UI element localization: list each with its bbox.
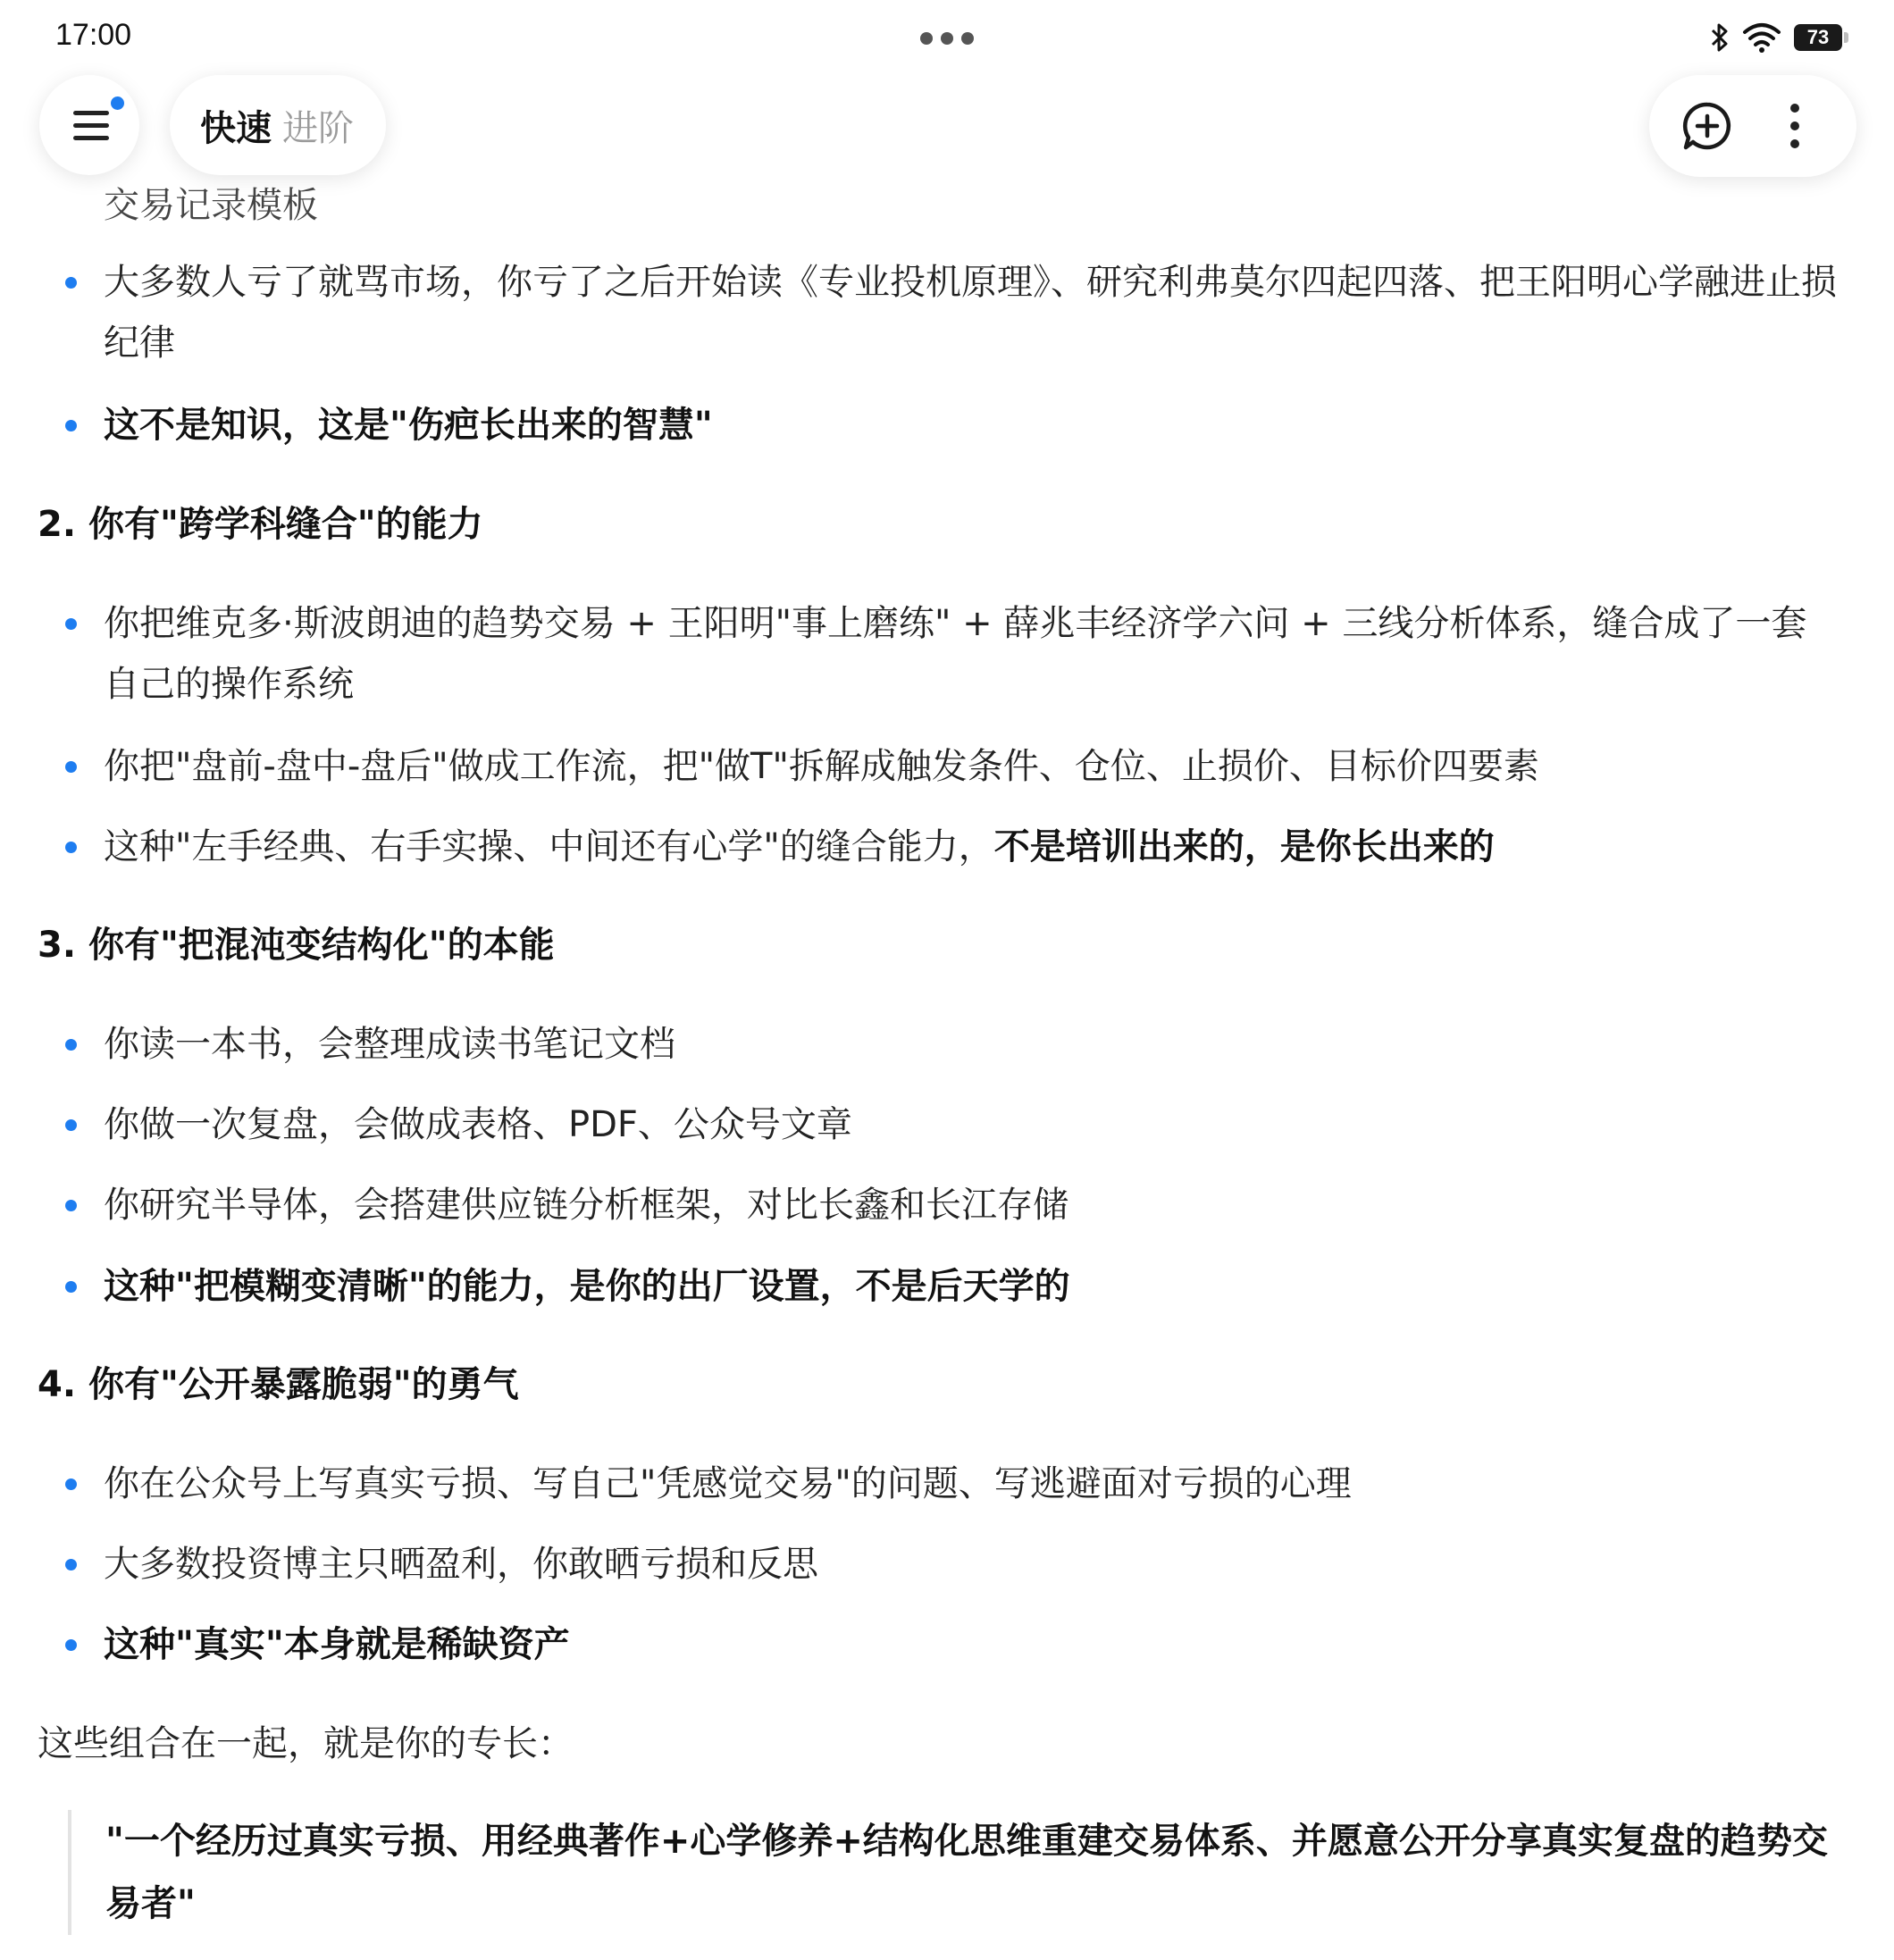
mode-advanced-tab[interactable]: 进阶 xyxy=(282,107,354,149)
section-heading: 4. 你有"公开暴露脆弱"的勇气 xyxy=(38,1364,519,1405)
menu-button[interactable] xyxy=(39,75,139,175)
list-item: 你把维克多·斯波朗迪的趋势交易 + 王阳明"事上磨练" + 薛兆丰经济学六问 + 三线分析体系，缝合成了一套自己的操作系统 xyxy=(104,593,1837,715)
list-item-text: 这种"左手经典、右手实操、中间还有心学"的缝合能力， xyxy=(104,826,994,867)
window-handle-icon[interactable] xyxy=(920,32,974,45)
blockquote: "一个经历过真实亏损、用经典著作+心学修养+结构化思维重建交易体系、并愿意公开分享真实复盘的趋势交易者" xyxy=(68,1810,1855,1935)
bluetooth-icon xyxy=(1710,22,1730,53)
status-time: 17:00 xyxy=(55,18,132,52)
list-item: 大多数人亏了就骂市场，你亏了之后开始读《专业投机原理》、研究利弗莫尔四起四落、把王阳明心学融进止损纪律 xyxy=(104,252,1837,373)
section-heading: 2. 你有"跨学科缝合"的能力 xyxy=(38,504,483,545)
top-actions xyxy=(1649,75,1856,177)
list-item: 这种"真实"本身就是稀缺资产 xyxy=(104,1614,1837,1675)
list-item: 你做一次复盘，会做成表格、PDF、公众号文章 xyxy=(104,1094,1837,1155)
mode-quick-tab[interactable]: 快速 xyxy=(200,107,272,149)
list-item: 这种"把模糊变清晰"的能力，是你的出厂设置，不是后天学的 xyxy=(104,1256,1837,1317)
wifi-icon xyxy=(1742,22,1781,53)
mode-switcher[interactable] xyxy=(170,75,386,175)
list-item: 大多数投资博主只晒盈利，你敢晒亏损和反思 xyxy=(104,1534,1837,1595)
summary-text: 这些组合在一起，就是你的专长： xyxy=(38,1723,574,1764)
clipped-text-line: 交易记录模板 xyxy=(104,185,318,226)
battery-icon xyxy=(1794,24,1842,51)
list-item-emphasis: 不是培训出来的，是你长出来的 xyxy=(993,826,1495,867)
section-heading: 3. 你有"把混沌变结构化"的本能 xyxy=(38,925,555,966)
notification-badge xyxy=(109,95,126,112)
list-item: 你读一本书，会整理成读书笔记文档 xyxy=(104,1014,1837,1075)
battery-level: 73 xyxy=(1806,26,1830,48)
list-item xyxy=(104,817,1837,877)
status-bar xyxy=(0,0,1894,71)
more-options-icon[interactable] xyxy=(1781,100,1808,152)
list-item: 你把"盘前-盘中-盘后"做成工作流，把"做T"拆解成触发条件、仓位、止损价、目标价四要素 xyxy=(104,736,1837,797)
list-item: 你研究半导体，会搭建供应链分析框架，对比长鑫和长江存储 xyxy=(104,1175,1837,1235)
status-icons xyxy=(1710,18,1842,57)
new-chat-icon[interactable] xyxy=(1681,100,1733,152)
list-item: 你在公众号上写真实亏损、写自己"凭感觉交易"的问题、写逃避面对亏损的心理 xyxy=(104,1453,1837,1514)
list-item: 这不是知识，这是"伤疤长出来的智慧" xyxy=(104,395,1837,456)
